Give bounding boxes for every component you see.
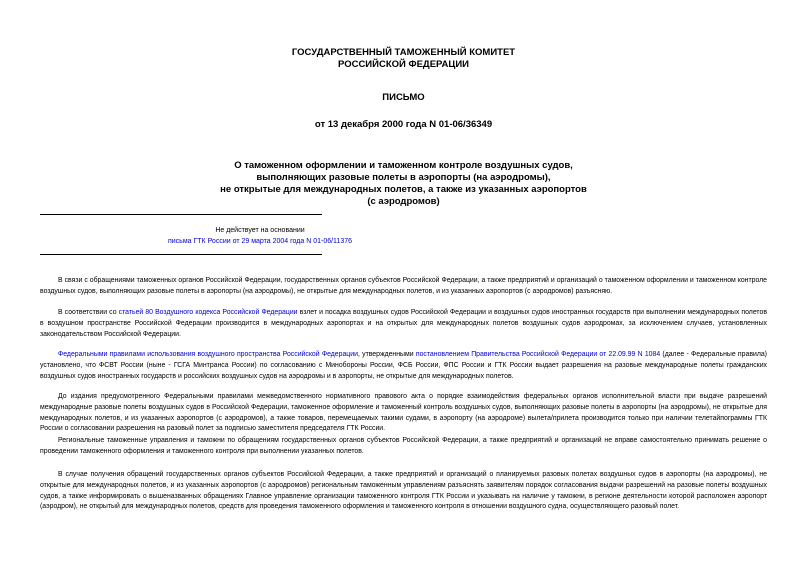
document-subject: [0, 160, 807, 208]
status-text: Не действует на основании: [215, 227, 305, 234]
paragraph-3: [40, 350, 767, 382]
paragraph-6: В случае получения обращений государственных органов субъектов Российской Федерации, а также предприятий и организаций о планируемых разовых полетах воздушных судов в аэропорты (на аэродромы), не открытые для международных полетов, и из указанных аэропортов (с аэродромов) региональным таможенным управлениям разъяснять заявителям порядок согласования выдачи разрешений на разовые полеты воздушных судов, а также информировать о вышеназванных обращениях Главное управление организации таможенного контроля ГТК России и указывать на наличие у таможни, в регионе деятельности которой расположен аэропорт (аэродром), не открытый для международных полетов, средств для проведения таможенного оформления и таможенного контроля в отношении воздушного судна, осуществляющего разовый полет.: [40, 471, 767, 511]
paragraph-5: Региональные таможенные управления и таможни по обращениям государственных органов субъектов Российской Федерации, а также предприятий и организаций не вправе самостоятельно принимать решение о проведении таможенного оформления и таможенного контроля при выполнении указанных полетов.: [40, 437, 767, 455]
document-date-number: от 13 декабря 2000 года N 01-06/36349: [314, 119, 493, 130]
repeal-letter-link[interactable]: письма ГТК России от 29 марта 2004 года N 01-06/11376: [167, 238, 352, 245]
paragraph-1: В связи с обращениями таможенных органов Российской Федерации, государственных органов субъектов Российской Федерации, а также предприятий и организаций о таможенном оформлении и таможенном контроле воздушных судов, выполняющих разовые полеты в аэропорты (на аэродромы), не открытые для международных полетов, и из указанных аэропортов (с аэродромов) разъясняю.: [40, 277, 767, 295]
divider-top: [40, 214, 322, 215]
subject-line-2: выполняющих разовые полеты в аэропорты (на аэродромы),: [256, 172, 551, 183]
subject-line-1: О таможенном оформлении и таможенном контроле воздушных судов,: [234, 160, 573, 171]
paragraph-3-rest: (далее - Федеральные правила) установлено, что ФСВТ России (ныне - ГСГА Минтранса России) по согласованию с Минобороны России, ФСБ России, ФПС России и ГТК России выдает разрешения на разовые международные полеты гражданских воздушных судов иностранных государств и российских воздушных судов на аэродромы и в аэропорты, не открытые для международных полетов.: [40, 351, 767, 380]
paragraph-2: [40, 308, 767, 340]
subject-line-4: (с аэродромов): [367, 196, 440, 207]
issuing-authority: [0, 47, 807, 71]
subject-line-3: не открытые для международных полетов, а также из указанных аэропортов: [220, 184, 587, 195]
paragraph-4: До издания предусмотренного Федеральными правилами межведомственного нормативного правового акта о порядке взаимодействия федеральных органов исполнительной власти при выдаче разрешений международные разовые полеты воздушных судов в Российской Федерации, таможенное оформление и таможенный контроль воздушных судов, выполняющих разовые полеты в аэропорты (на аэродромы), не открытые для международных полетов, и из указанных аэропортов (с аэродромов), а также товаров, перемещаемых такими судами, в аэропорту (на аэродроме) вылета/прилета производится только при наличии телетайпограммы ГТК России о согласовании разрешения на разовый полет за подписью заместителя председателя ГТК России.: [40, 393, 767, 433]
federal-airspace-rules-link[interactable]: Федеральными правилами использования воздушного пространства Российской Федерации: [58, 351, 358, 358]
divider-bottom: [40, 254, 322, 255]
document-type: ПИСЬМО: [382, 92, 425, 103]
authority-line-2: РОССИЙСКОЙ ФЕДЕРАЦИИ: [337, 59, 469, 70]
paragraph-2-rest: взлет и посадка воздушных судов Российской Федерации и воздушных судов иностранных государств при выполнении международных полетов в воздушном пространстве Российской Федерации производится в международных аэропортах и на открытых для международных полетов воздушных судов аэродромах, за исключением случаев, установленных законодательством Российской Федерации.: [40, 309, 768, 338]
validity-status: [40, 225, 480, 247]
paragraph-3-mid: , утвержденными: [357, 351, 416, 358]
air-code-article-80-link[interactable]: статьей 80 Воздушного кодекса Российской Федерации: [118, 309, 298, 316]
government-decree-1084-link[interactable]: постановлением Правительства Российской Федерации от 22.09.99 N 1084: [415, 351, 661, 358]
paragraph-2-lead: В соответствии со: [58, 309, 119, 316]
authority-line-1: ГОСУДАРСТВЕННЫЙ ТАМОЖЕННЫЙ КОМИТЕТ: [291, 47, 516, 58]
